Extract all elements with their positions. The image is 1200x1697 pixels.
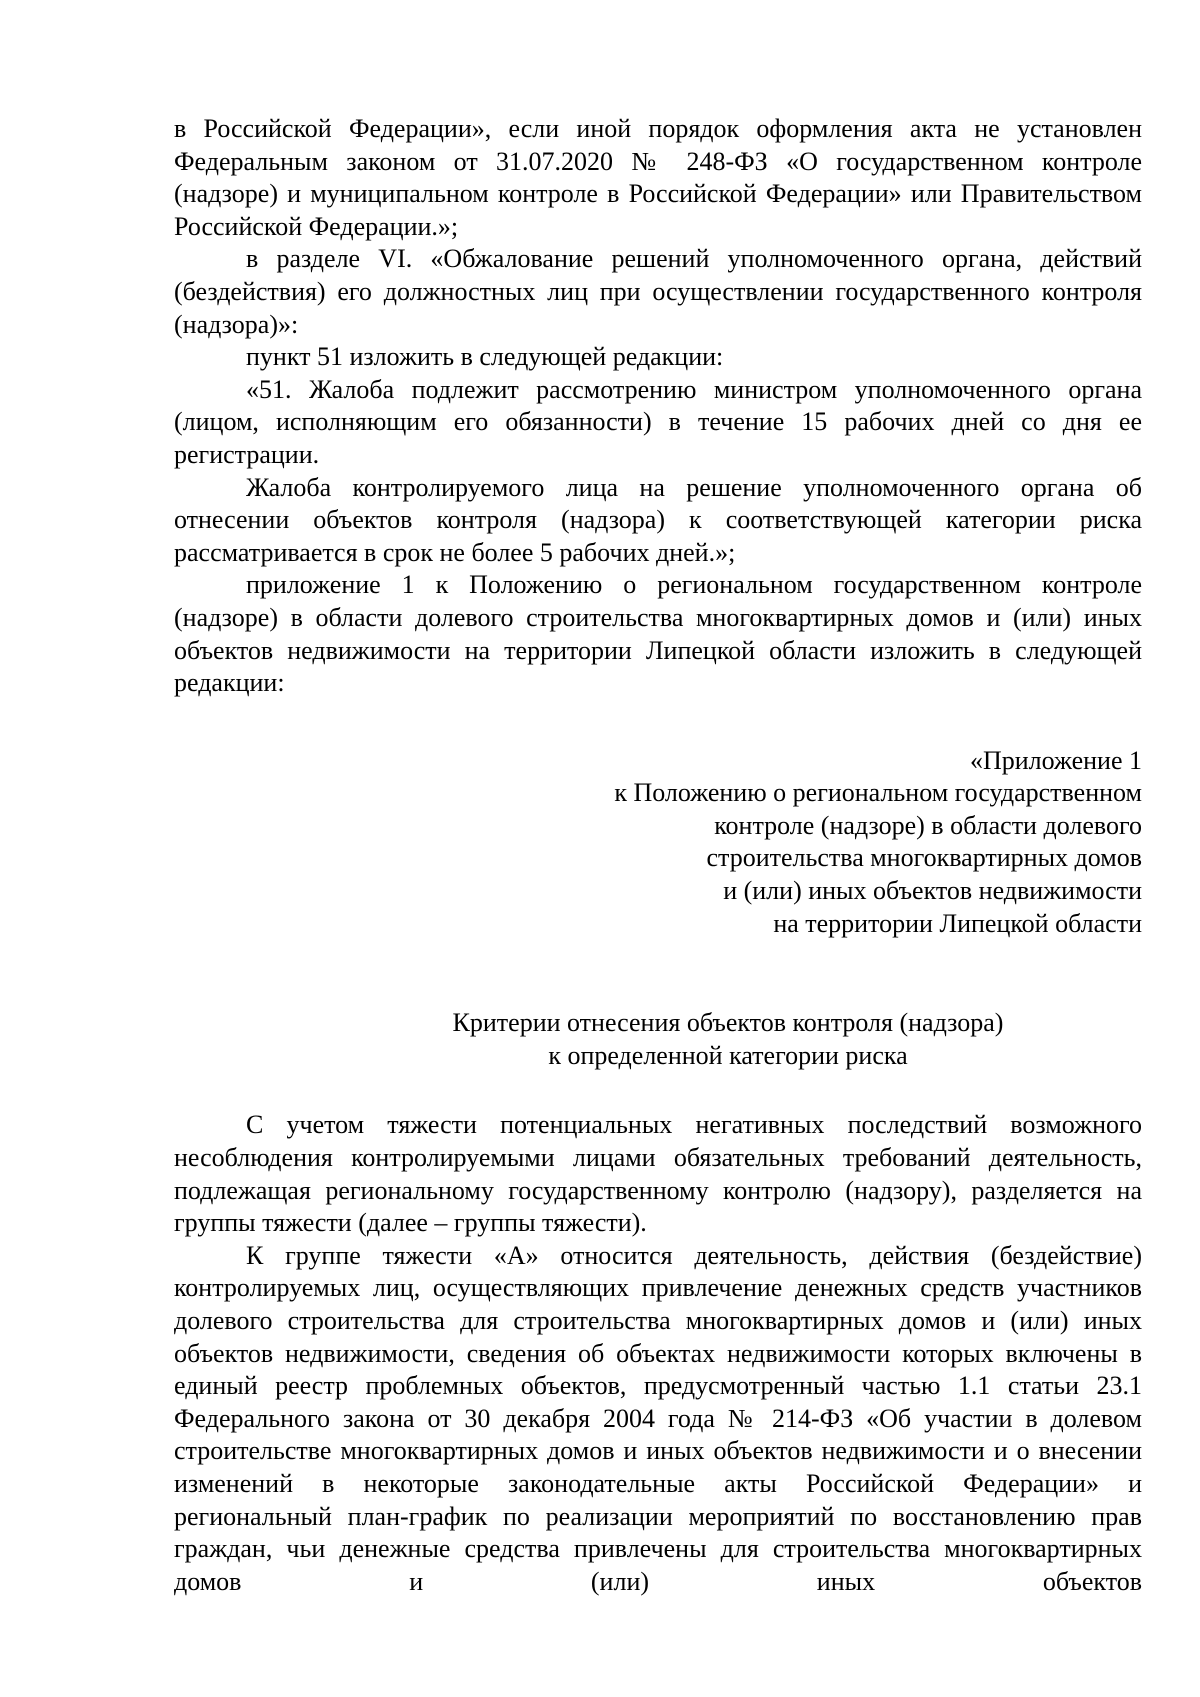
complaint-paragraph: Жалоба контролируемого лица на решение уполномоченного органа об отнесении объектов контроля (надзора) к соответствующей категории риска рассматривается в срок не более 5 рабочих дней.»;: [174, 472, 1142, 567]
point-51-intro: пункт 51 изложить в следующей редакции:: [246, 342, 724, 372]
criteria-title-line: к определенной категории риска: [548, 1040, 908, 1070]
severity-paragraph: С учетом тяжести потенциальных негативных последствий возможного несоблюдения контролируемыми лицами обязательных требований деятельность, подлежащая региональному государственному контролю (надзору), разделяется на группы тяжести (далее – группы тяжести).: [174, 1110, 1142, 1238]
appendix-header: [174, 745, 1142, 941]
appendix-header-line: «Приложение 1: [969, 745, 1142, 775]
section-vi-paragraph: в разделе VI. «Обжалование решений уполномоченного органа, действий (бездействия) его должностных лиц при осуществлении государственного контроля (надзора)»:: [174, 244, 1142, 339]
appendix-intro-paragraph: приложение 1 к Положению о региональном государственном контроле (надзоре) в области долевого строительства многоквартирных домов и (или) иных объектов недвижимости на территории Липецкой области изложить в следующей редакции:: [174, 570, 1142, 698]
appendix-header-line: и (или) иных объектов недвижимости: [723, 876, 1142, 906]
appendix-header-line: на территории Липецкой области: [773, 908, 1142, 938]
appendix-header-line: контроле (надзоре) в области долевого: [714, 810, 1142, 840]
criteria-title-line: Критерии отнесения объектов контроля (надзора): [452, 1008, 1004, 1038]
criteria-title: [174, 1007, 1142, 1072]
document-body: [174, 113, 1142, 1598]
intro-paragraph: в Российской Федерации», если иной порядок оформления акта не установлен Федеральным законом от 31.07.2020 № 248-ФЗ «О государственном контроле (надзоре) и муниципальном контроле в Российской Федерации» или Правительством Российской Федерации.»;: [174, 114, 1142, 241]
group-a-paragraph: К группе тяжести «А» относится деятельность, действия (бездействие) контролируемых лиц, осуществляющих привлечение денежных средств участников долевого строительства для строительства многоквартирных домов и (или) иных объектов недвижимости, сведения об объектах недвижимости которых включены в единый реестр проблемных объектов, предусмотренный частью 1.1 статьи 23.1 Федерального закона от 30 декабря 2004 года № 214-ФЗ «Об участии в долевом строительстве многоквартирных домов и иных объектов недвижимости и о внесении изменений в некоторые законодательные акты Российской Федерации» и региональный план-график по реализации мероприятий по восстановлению прав граждан, чьи денежные средства привлечены для строительства многоквартирных домов и (или) иных объектов: [174, 1240, 1142, 1596]
point-51-text: «51. Жалоба подлежит рассмотрению министром уполномоченного органа (лицом, исполняющим его обязанности) в течение 15 рабочих дней со дня ее регистрации.: [174, 374, 1142, 469]
appendix-header-line: строительства многоквартирных домов: [706, 843, 1142, 873]
appendix-header-line: к Положению о региональном государственном: [614, 778, 1142, 808]
criteria-body: [174, 1109, 1142, 1598]
